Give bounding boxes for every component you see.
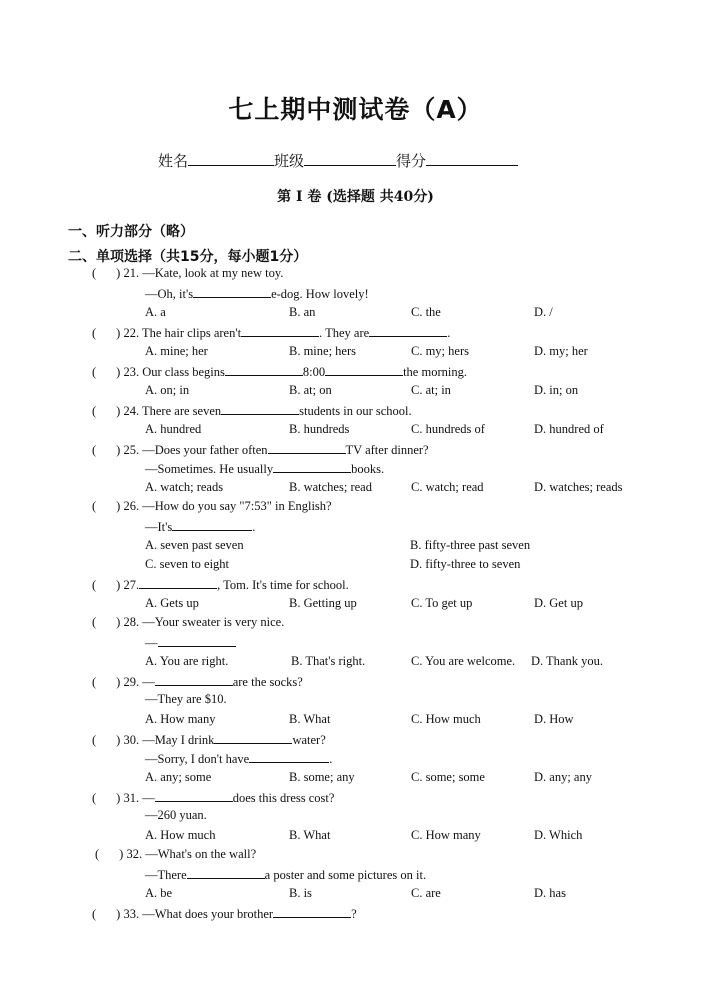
option-a[interactable]: A. any; some: [145, 770, 212, 784]
question-28: ( ) 28. —Your sweater is very nice.: [92, 615, 285, 629]
name-blank[interactable]: [188, 151, 274, 166]
option-d[interactable]: D. Which: [534, 828, 583, 842]
option-d[interactable]: D. Thank you.: [531, 654, 603, 668]
fill-blank: [158, 634, 236, 647]
option-c[interactable]: C. To get up: [411, 596, 473, 610]
class-label: 班级: [274, 152, 305, 170]
question-27: ( ) 27. , Tom. It's time for school.: [92, 578, 349, 592]
question-25: ( ) 25. —Does your father often TV after dinner?: [92, 443, 429, 457]
question-30-reply: —Sorry, I don't have .: [145, 752, 333, 766]
option-b[interactable]: B. an: [289, 305, 316, 319]
question-29-reply: —They are $10.: [145, 692, 227, 706]
option-d[interactable]: D. fifty-three to seven: [410, 557, 521, 571]
option-b[interactable]: B. That's right.: [291, 654, 366, 668]
fill-blank: [325, 363, 403, 376]
fill-blank: [249, 750, 329, 763]
question-32: ( ) 32. —What's on the wall?: [95, 847, 257, 861]
option-d[interactable]: D. has: [534, 886, 566, 900]
option-d[interactable]: D. my; her: [534, 344, 588, 358]
option-b[interactable]: B. is: [289, 886, 312, 900]
option-a[interactable]: A. How many: [145, 712, 216, 726]
fill-blank: [187, 866, 265, 879]
fill-blank: [369, 324, 447, 337]
option-a[interactable]: A. seven past seven: [145, 538, 244, 552]
option-d[interactable]: D. watches; reads: [534, 480, 623, 494]
option-d[interactable]: D. hundred of: [534, 422, 604, 436]
fill-blank: [172, 518, 252, 531]
option-a[interactable]: A. How much: [145, 828, 216, 842]
question-23: ( ) 23. Our class begins 8:00 the morning.: [92, 365, 467, 379]
fill-blank: [193, 285, 271, 298]
fill-blank: [155, 789, 233, 802]
question-25-reply: —Sometimes. He usually books.: [145, 462, 385, 476]
option-b[interactable]: B. What: [289, 828, 331, 842]
option-c[interactable]: C. How many: [411, 828, 481, 842]
option-a[interactable]: A. a: [145, 305, 166, 319]
question-26: ( ) 26. —How do you say "7:53" in English?: [92, 499, 332, 513]
score-blank[interactable]: [426, 151, 518, 166]
fill-blank: [273, 460, 351, 473]
option-c[interactable]: C. some; some: [411, 770, 485, 784]
option-a[interactable]: A. watch; reads: [145, 480, 224, 494]
option-b[interactable]: B. mine; hers: [289, 344, 357, 358]
option-b[interactable]: B. fifty-three past seven: [410, 538, 531, 552]
question-32-reply: —There a poster and some pictures on it.: [145, 868, 427, 882]
fill-blank: [273, 905, 351, 918]
question-21: ( ) 21. —Kate, look at my new toy.: [92, 266, 284, 280]
fill-blank: [155, 673, 233, 686]
fill-blank: [214, 731, 292, 744]
option-c[interactable]: C. at; in: [411, 383, 451, 397]
option-b[interactable]: B. at; on: [289, 383, 332, 397]
option-b[interactable]: B. What: [289, 712, 331, 726]
option-d[interactable]: D. any; any: [534, 770, 592, 784]
question-31: ( ) 31. — does this dress cost?: [92, 791, 335, 805]
question-22: ( ) 22. The hair clips aren't . They are .: [92, 326, 451, 340]
option-c[interactable]: C. my; hers: [411, 344, 469, 358]
option-c[interactable]: C. are: [411, 886, 441, 900]
option-c[interactable]: C. How much: [411, 712, 481, 726]
name-label: 姓名: [158, 152, 189, 170]
option-b[interactable]: B. some; any: [289, 770, 355, 784]
fill-blank: [241, 324, 319, 337]
fill-blank: [268, 441, 346, 454]
option-a[interactable]: A. be: [145, 886, 173, 900]
option-d[interactable]: D. /: [534, 305, 553, 319]
class-blank[interactable]: [304, 151, 396, 166]
option-c[interactable]: C. watch; read: [411, 480, 484, 494]
option-c[interactable]: C. You are welcome.: [411, 654, 516, 668]
volume-heading: 第 I 卷 (选择题 共40分): [277, 189, 434, 205]
section-listening: 一、听力部分（略）: [68, 224, 194, 240]
student-info-line: [158, 150, 518, 171]
option-d[interactable]: D. Get up: [534, 596, 583, 610]
fill-blank: [221, 402, 299, 415]
option-c[interactable]: C. hundreds of: [411, 422, 485, 436]
fill-blank: [139, 576, 217, 589]
question-31-reply: —260 yuan.: [145, 808, 207, 822]
option-b[interactable]: B. hundreds: [289, 422, 350, 436]
question-30: ( ) 30. —May I drink water?: [92, 733, 326, 747]
option-b[interactable]: B. Getting up: [289, 596, 357, 610]
question-33: ( ) 33. —What does your brother ?: [92, 907, 357, 921]
fill-blank: [225, 363, 303, 376]
score-label: 得分: [396, 152, 427, 170]
section-single-choice: 二、单项选择（共15分，每小题1分）: [68, 249, 308, 265]
question-21-reply: —Oh, it's e-dog. How lovely!: [145, 287, 369, 301]
option-a[interactable]: A. mine; her: [145, 344, 208, 358]
option-a[interactable]: A. You are right.: [145, 654, 229, 668]
option-b[interactable]: B. watches; read: [289, 480, 372, 494]
option-a[interactable]: A. on; in: [145, 383, 190, 397]
page-title: 七上期中测试卷（A）: [228, 95, 483, 124]
question-26-reply: —It's .: [145, 520, 256, 534]
question-24: ( ) 24. There are seven students in our school.: [92, 404, 412, 418]
option-d[interactable]: D. How: [534, 712, 574, 726]
question-29: ( ) 29. — are the socks?: [92, 675, 303, 689]
question-28-reply: —: [145, 634, 236, 651]
option-d[interactable]: D. in; on: [534, 383, 579, 397]
option-c[interactable]: C. the: [411, 305, 441, 319]
option-c[interactable]: C. seven to eight: [145, 557, 230, 571]
option-a[interactable]: A. Gets up: [145, 596, 199, 610]
option-a[interactable]: A. hundred: [145, 422, 202, 436]
